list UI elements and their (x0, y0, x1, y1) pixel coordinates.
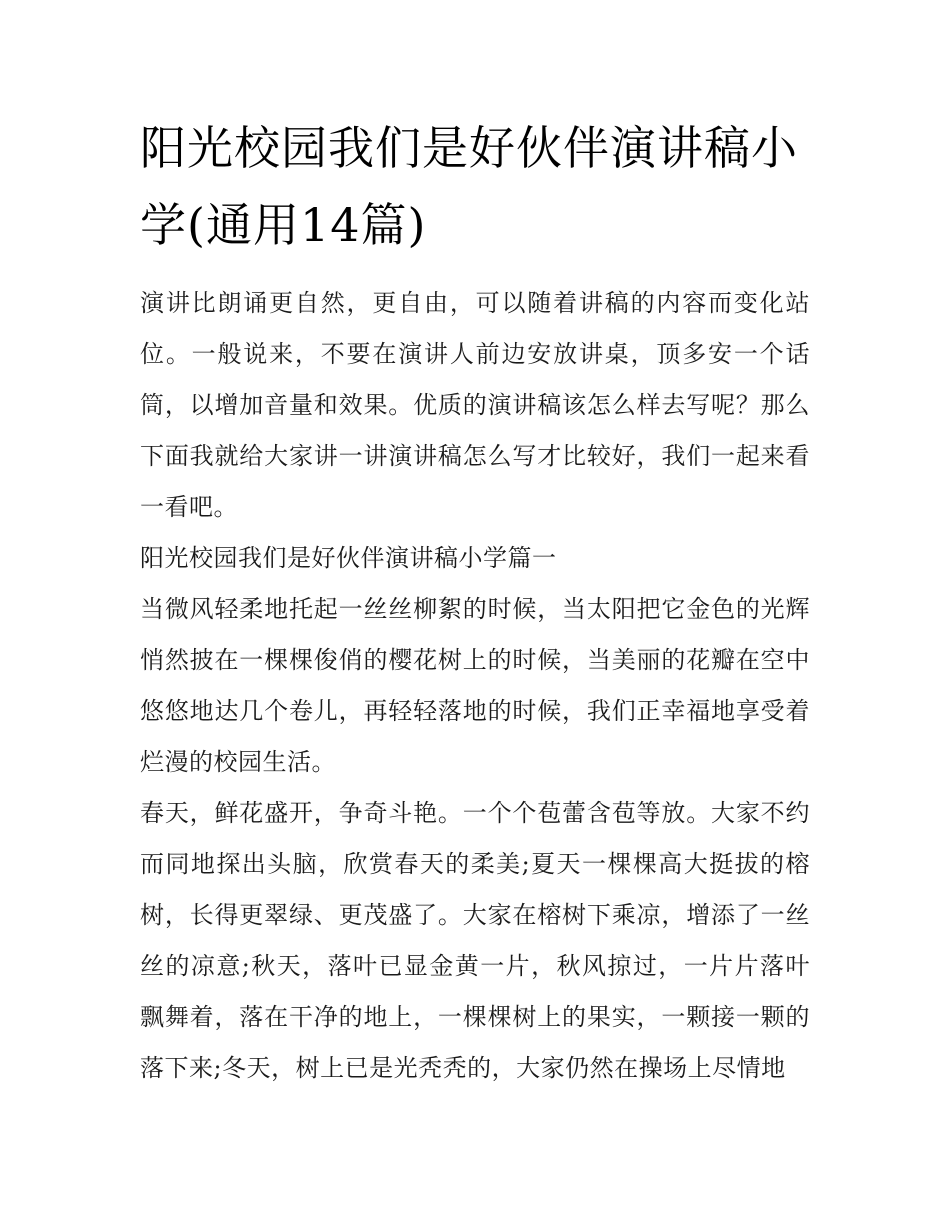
body-paragraph: 当微风轻柔地托起一丝丝柳絮的时候，当太阳把它金色的光辉悄然披在一棵棵俊俏的樱花树上的时候，当美丽的花瓣在空中悠悠地达几个卷儿，再轻轻落地的时候，我们正幸福地享受着烂漫的校园生活。 (140, 595, 810, 776)
document-title: 阳光校园我们是好伙伴演讲稿小学(通用14篇) (140, 121, 798, 252)
intro-paragraph: 演讲比朗诵更自然，更自由，可以随着讲稿的内容而变化站位。一般说来，不要在演讲人前边安放讲桌，顶多安一个话筒，以增加音量和效果。优质的演讲稿该怎么样去写呢？那么下面我就给大家讲一讲演讲稿怎么写才比较好，我们一起来看一看吧。 (140, 289, 810, 521)
section-heading: 阳光校园我们是好伙伴演讲稿小学篇一 (140, 544, 557, 572)
body-paragraph: 春天，鲜花盛开，争奇斗艳。一个个苞蕾含苞等放。大家不约而同地探出头脑，欣赏春天的柔美;夏天一棵棵高大挺拔的榕树，长得更翠绿、更茂盛了。大家在榕树下乘凉，增添了一丝丝的凉意;秋天，落叶已显金黄一片，秋风掠过，一片片落叶飘舞着，落在干净的地上，一棵棵树上的果实，一颗接一颗的落下来;冬天，树上已是光秃秃的，大家仍然在操场上尽情地 (140, 799, 810, 1082)
